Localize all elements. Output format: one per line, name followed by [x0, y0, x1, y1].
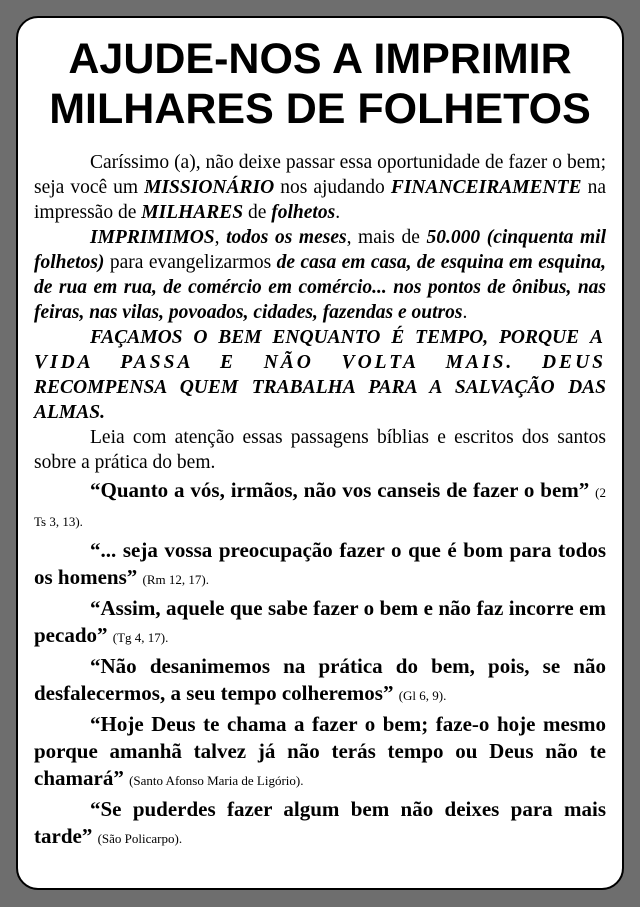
quote-reference: (São Policarpo) [97, 831, 179, 846]
intro-text-2: nos ajudando [274, 177, 391, 198]
intro-milhares: MILHARES [141, 202, 244, 223]
quote-4 [34, 653, 606, 709]
intro-text-3: na impressão de [34, 177, 606, 223]
quote-2 [34, 537, 606, 593]
intro-folhetos: folhetos [271, 202, 336, 223]
flyer-body [34, 150, 606, 852]
quote-text: “... seja vossa preocupação fazer o que é bom para todos os homens” [34, 538, 606, 589]
quote-reference: (2 Ts 3, 13) [34, 485, 606, 529]
quantity-folhetos: 50.000 (cinquenta mil folhetos) [34, 227, 607, 273]
quote-text: “Assim, aquele que sabe fazer o bem e não faz incorre em pecado” [34, 596, 606, 647]
paragraph-leia [34, 425, 606, 475]
quote-text: “Quanto a vós, irmãos, não vos canseis de fazer o bem” [90, 478, 590, 502]
paragraph-imprimimos [34, 225, 606, 325]
quote-text: “Hoje Deus te chama a fazer o bem; faze-o hoje mesmo porque amanhã talvez já não terás tempo ou Deus não te chamará” [34, 712, 606, 790]
imprimimos-word: IMPRIMIMOS [90, 227, 215, 248]
quote-period: . [165, 630, 169, 645]
leia-text: Leia com atenção essas passagens bíblias e escritos dos santos sobre a prática do bem. [34, 427, 606, 473]
flyer-title [0, 34, 640, 134]
quote-1 [34, 477, 606, 535]
facamos-line-3: RECOMPENSA QUEM TRABALHA PARA A SALVAÇÃO DAS ALMAS. [34, 377, 606, 423]
mais-de: , mais de [346, 227, 427, 248]
imprimimos-period: . [462, 302, 468, 323]
quote-6 [34, 796, 606, 852]
imprimimos-comma: , [214, 227, 227, 248]
quote-period: . [178, 831, 183, 846]
quote-period: . [443, 688, 447, 703]
paragraph-facamos [34, 325, 606, 425]
title-line-1: AJUDE-NOS A IMPRIMIR [68, 35, 572, 83]
quote-reference: (Santo Afonso Maria de Ligório) [129, 773, 301, 788]
intro-text-4: de [243, 202, 272, 223]
quote-period: . [300, 773, 304, 788]
para-evangelizarmos: para evangelizarmos [104, 252, 277, 273]
quote-reference: (Rm 12, 17) [142, 572, 206, 587]
todos-os-meses: todos os meses [226, 227, 347, 248]
quote-3 [34, 595, 606, 651]
quote-reference: (Gl 6, 9) [398, 688, 444, 703]
paragraph-intro [34, 150, 606, 225]
quote-reference: (Tg 4, 17) [112, 630, 166, 645]
evangelize-places: de casa em casa, de esquina em esquina, de rua em rua, de comércio em comércio... nos pontos de ônibus, nas feiras, nas vilas, povoados, cidades, fazendas e outros [34, 252, 606, 323]
quote-period: . [79, 514, 83, 529]
facamos-line-1: FAÇAMOS O BEM ENQUANTO É TEMPO, PORQUE [90, 327, 580, 348]
quote-text: “Não desanimemos na prática do bem, pois, se não desfalecermos, a seu tempo colheremos” [34, 654, 606, 705]
quote-period: . [205, 572, 209, 587]
title-line-2: MILHARES DE FOLHETOS [49, 85, 591, 133]
quote-text: “Se puderdes fazer algum bem não deixes para mais tarde” [34, 797, 606, 848]
facamos-line-2: A VIDA PASSA E NÃO VOLTA MAIS. DEUS [34, 327, 606, 373]
quote-5 [34, 711, 606, 794]
intro-text: Caríssimo (a), não deixe passar essa oportunidade de fazer o bem; seja você um [34, 152, 606, 198]
intro-period: . [335, 202, 341, 223]
intro-financeiramente: FINANCEIRAMENTE [390, 177, 582, 198]
intro-missionario: MISSIONÁRIO [144, 177, 275, 198]
